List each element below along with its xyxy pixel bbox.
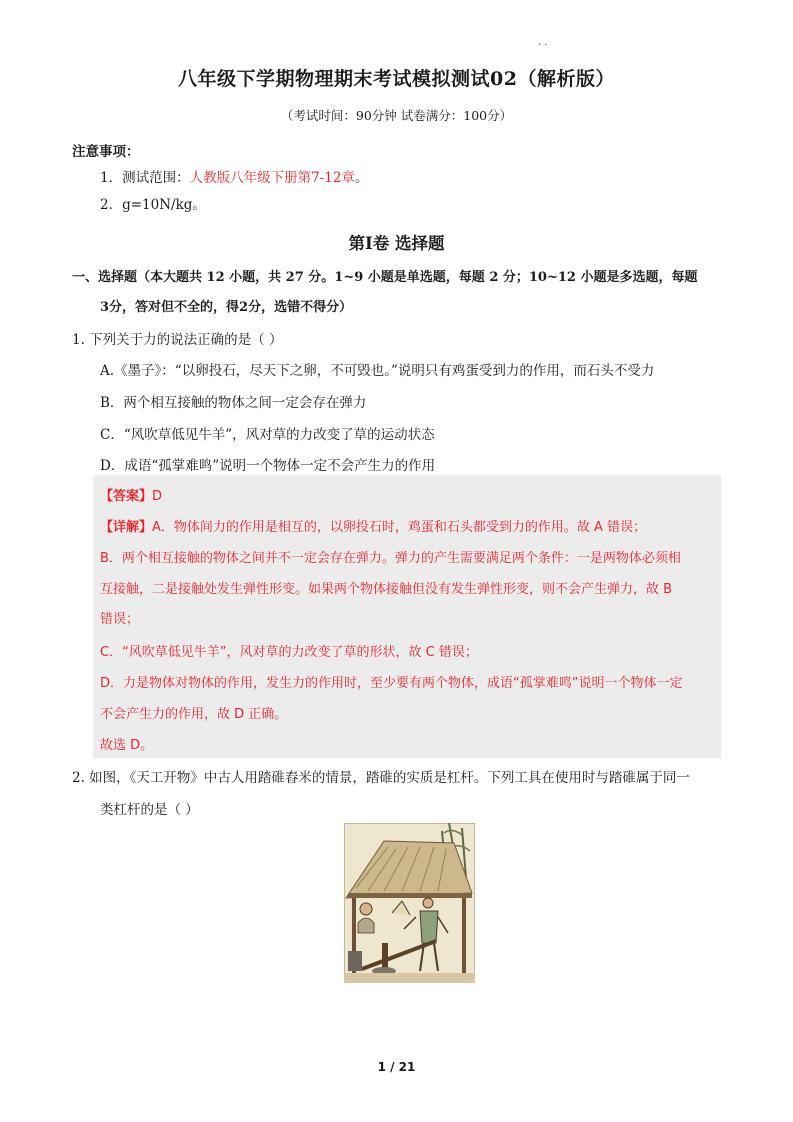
q1-stem: 1. 下列关于力的说法正确的是（ ）: [72, 332, 283, 348]
q2-stem-line1: 2. 如图，《天工开物》中古人用踏碓舂米的情景，踏碓的实质是杠杆。下列工具在使用时与踏碓属于同一: [72, 770, 690, 786]
answer-tag: 【答案】: [100, 489, 153, 504]
answer-value: D: [152, 489, 163, 504]
q1-option-a: A.《墨子》：“以卵投石，尽天下之卵，不可毁也。”说明只有鸡蛋受到力的作用，而石头不受力: [100, 363, 655, 379]
part1-instruction-line1: 一、选择题（本大题共 12 小题，共 27 分。1~9 小题是单选题，每题 2 分；10~12 小题是多选题，每题: [72, 270, 698, 285]
q1-option-c: C．“风吹草低见牛羊”，风对草的力改变了草的运动状态: [100, 427, 435, 443]
q1-detail-line-1: [100, 516, 646, 535]
notice-item-1-range: 人教版八年级下册第7-12章: [189, 170, 355, 186]
notice-item-1-prefix: 1．测试范围：: [100, 170, 190, 186]
header-marks: · ·: [538, 40, 548, 51]
notice-heading: 注意事项：: [72, 144, 140, 160]
tiangong-kaiwu-illustration: [344, 823, 475, 983]
notice-item-1-suffix: 。: [354, 170, 369, 186]
notice-item-2: 2．g=10N/kg。: [100, 197, 206, 213]
detail-text: A．物体间力的作用是相互的，以卵投石时，鸡蛋和石头都受到力的作用。故 A 错误；: [152, 520, 647, 535]
q1-option-d: D．成语“孤掌难鸣”说明一个物体一定不会产生力的作用: [100, 458, 436, 474]
section-title: 第Ⅰ卷 选择题: [348, 234, 445, 253]
part1-instruction-line2: 3分，答对但不全的，得2分，选错不得分）: [100, 300, 353, 315]
page-subtitle: （考试时间：90分钟 试卷满分：100分）: [280, 108, 513, 123]
detail-tag: 【详解】: [100, 520, 153, 535]
q1-detail-line-7: 不会产生力的作用，故 D 正确。: [100, 707, 288, 722]
notice-item-1: [100, 166, 368, 186]
page-number: 1 / 21: [377, 1060, 416, 1074]
q1-detail-line-4: 错误；: [100, 612, 140, 627]
q1-detail-line-8: 故选 D。: [100, 738, 154, 753]
q2-stem-line2: 类杠杆的是（ ）: [100, 802, 199, 818]
q1-detail-line-3: 互接触，二是接触处发生弹性形变。如果两个物体接触但没有发生弹性形变，则不会产生弹力，故 B: [100, 582, 673, 597]
q1-option-b: B．两个相互接触的物体之间一定会存在弹力: [100, 395, 367, 411]
q1-detail-line-6: D．力是物体对物体的作用，发生力的作用时，至少要有两个物体，成语“孤掌难鸣”说明一个物体一定: [100, 676, 683, 691]
q1-detail-line-2: B．两个相互接触的物体之间并不一定会存在弹力。弹力的产生需要满足两个条件：一是两物体必须相: [100, 551, 681, 566]
q1-answer: [100, 485, 162, 504]
q1-detail-line-5: C．“风吹草低见牛羊”，风对草的力改变了草的形状，故 C 错误；: [100, 645, 478, 660]
page-title: 八年级下学期物理期末考试模拟测试02（解析版）: [178, 68, 615, 90]
